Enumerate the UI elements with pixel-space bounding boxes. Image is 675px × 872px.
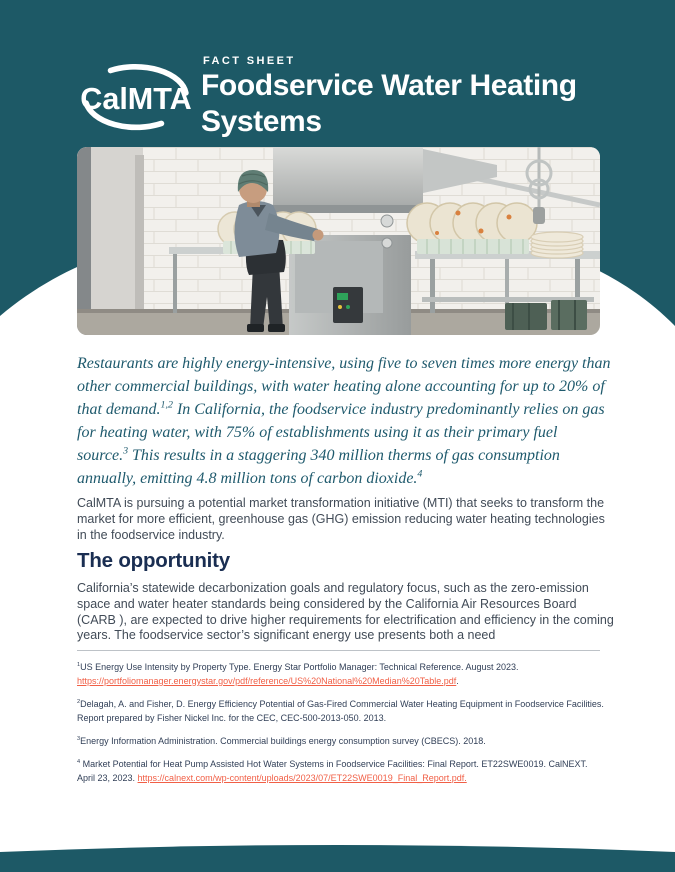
footnote-text: US Energy Use Intensity by Property Type. Energy Star Portfolio Manager: Technical Reference. August 2023. <box>80 662 519 672</box>
intro-text-segment: In California, the foodservice industry predominantly relies on gas for heating water, with 75% of establishments using it as their primary fuel source. <box>77 401 605 464</box>
footnote <box>77 660 607 688</box>
kitchen-photo-illustration <box>77 147 600 335</box>
footnote-divider <box>77 650 600 651</box>
footnote-reference: 1,2 <box>160 399 173 411</box>
footnote-reference: 4 <box>417 468 423 480</box>
section-heading-opportunity: The opportunity <box>77 549 231 572</box>
footnote <box>77 697 607 725</box>
footnote <box>77 757 607 785</box>
body-paragraph-2: California’s statewide decarbonization goals and regulatory focus, such as the zero-emission space and water heater standards being considered by the California Air Resources Board (CARB ), are expected to drive higher requirements for electrification and efficiency in the coming years. The foodservice sector’s significant energy use presents both a need <box>77 581 614 643</box>
intro-text-segment: Restaurants are highly energy-intensive, using five to seven times more energy than other commercial buildings, with water heating alone accounting for up to 20% of that demand. <box>77 355 611 418</box>
calmta-logo <box>80 56 192 140</box>
footer-background-shape <box>0 836 675 872</box>
svg-text:CalMTA: CalMTA <box>80 82 192 117</box>
kitchen-photo <box>77 147 600 335</box>
intro-text-segment: This results in a staggering 340 million therms of gas consumption annually, emitting 4.8 million tons of carbon dioxide. <box>77 447 560 487</box>
page-title: Foodservice Water Heating Systems <box>201 69 577 138</box>
body-paragraph-1: CalMTA is pursuing a potential market transformation initiative (MTI) that seeks to transform the market for more efficient, greenhouse gas (GHG) emission reducing water heating technologies in the foodservice industry. <box>77 496 605 542</box>
footnote-marker: 2 <box>77 699 81 705</box>
footnote-marker: 3 <box>77 736 81 742</box>
footnote-text: Delagah, A. and Fisher, D. Energy Efficiency Potential of Gas-Fired Commercial Water Heating Equipment in Foodservice Facilities. Report prepared by Fisher Nickel Inc. for the CEC, CEC-500-2013-050. 2013. <box>77 699 604 723</box>
footnote-text: Energy Information Administration. Commercial buildings energy consumption survey (CBECS). 2018. <box>80 736 486 746</box>
footnote-link[interactable]: https://portfoliomanager.energystar.gov/pdf/reference/US%20National%20Median%20Table.pdf <box>77 676 457 686</box>
intro-paragraph <box>77 352 612 490</box>
document-type-label: FACT SHEET <box>203 55 296 67</box>
footnote-marker: 4 <box>77 759 81 765</box>
footnote-reference: 3 <box>123 445 129 457</box>
footnote-text-after-link: . <box>456 676 459 686</box>
footnote <box>77 734 607 748</box>
footnote-text: Market Potential for Heat Pump Assisted Hot Water Systems in Foodservice Facilities: Final Report. ET22SWE0019. CalNEXT. April 23, 2023. <box>77 759 588 783</box>
footnote-marker: 1 <box>77 662 81 668</box>
footnotes-section <box>77 660 607 794</box>
footnote-link[interactable]: https://calnext.com/wp-content/uploads/2023/07/ET22SWE0019_Final_Report.pdf. <box>137 773 467 783</box>
calmta-logo-icon <box>80 56 192 140</box>
